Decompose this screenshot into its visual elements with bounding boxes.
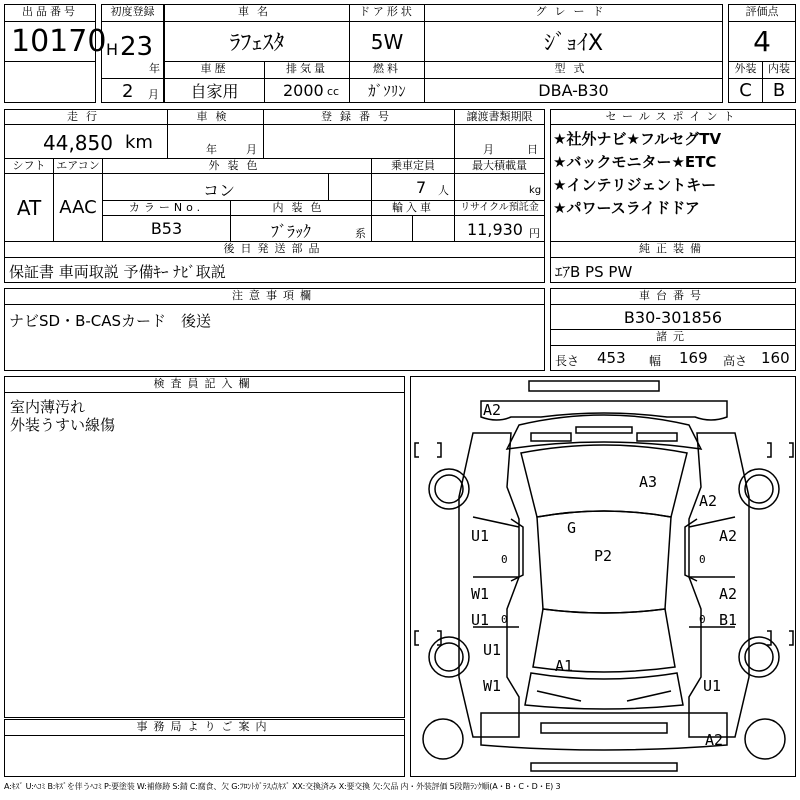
mark-u1-left-1: U1 [471, 527, 490, 545]
inspection-box [167, 124, 264, 159]
score-label: 評価点 [728, 4, 796, 22]
history-value: 自家用 [164, 78, 265, 103]
mark-w1-left-1: W1 [471, 585, 490, 603]
width-label: 幅 [649, 354, 662, 368]
month-unit: 月 [148, 88, 159, 101]
int-color-value: ﾌﾞﾗｯｸ [271, 222, 312, 241]
transfer-day-unit: 日 [527, 143, 538, 156]
color-no-label: カラーNo. [102, 200, 231, 216]
model-value: DBA-B30 [424, 78, 723, 103]
mark-p2: P2 [594, 547, 613, 565]
transfer-box [454, 124, 545, 159]
color-no-value: B53 [102, 215, 231, 242]
ext-color-box [102, 173, 372, 201]
history-label: 車歴 [164, 61, 265, 79]
recycle-unit: 円 [529, 227, 540, 240]
car-diagram [410, 376, 796, 777]
inspector-box [4, 392, 405, 718]
length-label: 長さ [555, 354, 580, 368]
int-grade-value: B [762, 78, 796, 103]
ext-color-divider [328, 173, 329, 201]
office-label: 事務局よりご案内 [4, 719, 405, 736]
import-box [371, 215, 455, 242]
lot-no-value: 10170 [4, 21, 96, 62]
inspector-label: 検査員記入欄 [4, 376, 405, 393]
displacement-unit: cc [327, 85, 340, 98]
mark-a3: A3 [639, 473, 658, 491]
later-parts-label: 後日発送部品 [4, 241, 545, 258]
mileage-box [4, 124, 168, 159]
mark-u1-left-3: U1 [483, 641, 502, 659]
max-load-unit: kg [529, 185, 542, 196]
import-divider [412, 215, 413, 242]
first-reg-month-box [101, 78, 164, 103]
lot-no-label: 出品番号 [4, 4, 96, 22]
notes-label: 注意事項欄 [4, 288, 545, 305]
later-parts-box [4, 257, 545, 283]
height-value: 160 [761, 349, 790, 367]
mark-zero-2: 0 [699, 553, 706, 566]
height-label: 高さ [723, 354, 748, 368]
door-value: 5W [349, 21, 425, 62]
notes-box [4, 304, 545, 371]
width-value: 169 [679, 349, 708, 367]
ac-value: AAC [53, 173, 103, 242]
legend: A:ｷｽﾞ U:ﾍｺﾐ B:ｷｽﾞを伴うﾍｺﾐ P:要塗装 W:補修跡 S:錆 C:腐食、欠 G:ﾌﾛﾝﾄｶﾞﾗｽ点ｷｽﾞ XX:交換済み X:要交換 欠:欠品 内・外装評価 5段階ﾗﾝｸ順(A・B・C・D・E) 3 [4, 782, 561, 791]
chassis-label: 車台番号 [550, 288, 796, 305]
ext-color-label: 外装色 [102, 158, 372, 174]
year-unit: 年 [149, 62, 160, 75]
mileage-unit: km [125, 132, 153, 153]
car-name-value: ﾗﾌｪｽﾀ [164, 21, 350, 62]
mark-zero-3: 0 [501, 613, 508, 626]
car-outline [411, 377, 797, 778]
int-color-unit: 系 [355, 227, 366, 240]
first-reg-year-box [101, 21, 164, 79]
inspection-label: 車検 [167, 109, 264, 125]
fuel-label: 燃料 [349, 61, 425, 79]
recycle-label: リサイクル預託金 [454, 200, 545, 216]
later-parts-text: 保証書 車両取説 予備ｷｰ ﾅﾋﾞ取説 [9, 263, 226, 281]
lot-no-blank [4, 61, 96, 103]
chassis-value: B30-301856 [550, 304, 796, 330]
mileage-value: 44,850 [43, 131, 113, 155]
mark-a2-front: A2 [483, 401, 502, 419]
car-name-label: 車名 [164, 4, 350, 22]
mark-b1-right: B1 [719, 611, 738, 629]
displacement-box [264, 78, 350, 103]
capacity-value: 7 [416, 178, 427, 197]
sales-point-2: ★バックモニター★ETC [553, 153, 717, 171]
mark-u1-left-2: U1 [471, 611, 490, 629]
inspector-line-1: 室内薄汚れ [10, 398, 86, 416]
mark-a2-rear: A2 [705, 731, 724, 749]
ext-color-value: コン [203, 181, 236, 200]
shift-label: シフト [4, 158, 54, 174]
first-reg-label: 初度登録 [101, 4, 164, 22]
ext-grade-value: C [728, 78, 763, 103]
mark-zero-1: 0 [501, 553, 508, 566]
sales-point-1: ★社外ナビ★フルセグTV [553, 130, 722, 148]
capacity-unit: 人 [438, 184, 449, 197]
equipment-box [550, 257, 796, 283]
length-value: 453 [597, 349, 626, 367]
dims-box [550, 345, 796, 371]
mark-a2-right-1: A2 [699, 492, 718, 510]
displacement-label: 排気量 [264, 61, 350, 79]
max-load-box [454, 173, 545, 201]
mark-a1: A1 [555, 657, 574, 675]
sales-point-3: ★インテリジェントキー [553, 176, 717, 194]
equipment-text: ｴｱB PS PW [555, 263, 633, 281]
sales-points-label: セールスポイント [550, 109, 796, 125]
mark-w1-left-2: W1 [483, 677, 502, 695]
score-value: 4 [728, 21, 796, 62]
grade-value: ｼﾞｮｲX [424, 21, 723, 62]
mark-a2-right-3: A2 [719, 585, 738, 603]
import-label: 輸入車 [371, 200, 455, 216]
mark-u1-right: U1 [703, 677, 722, 695]
model-label: 型式 [424, 61, 723, 79]
reg-no-label: 登録番号 [263, 109, 455, 125]
reg-month: 2 [122, 81, 134, 102]
mark-zero-4: 0 [699, 613, 706, 626]
era: H [106, 40, 119, 59]
door-label: ドア形状 [349, 4, 425, 22]
transfer-month-unit: 月 [483, 143, 494, 156]
int-color-label: 内装色 [230, 200, 372, 216]
fuel-value: ｶﾞｿﾘﾝ [349, 78, 425, 103]
equipment-label: 純正装備 [550, 241, 796, 258]
insp-month-unit: 月 [246, 143, 257, 156]
grade-label: グレード [424, 4, 723, 22]
reg-year: 23 [120, 32, 154, 62]
max-load-label: 最大積載量 [454, 158, 545, 174]
reg-no-box [263, 124, 455, 159]
mark-a2-right-2: A2 [719, 527, 738, 545]
insp-year-unit: 年 [206, 143, 217, 156]
mileage-label: 走行 [4, 109, 168, 125]
ac-label: エアコン [53, 158, 103, 174]
int-grade-label: 内装 [762, 61, 796, 79]
ext-grade-label: 外装 [728, 61, 763, 79]
mark-g: G [567, 519, 577, 537]
recycle-value: 11,930 [467, 220, 523, 239]
notes-text: ナビSD・B-CASカード 後送 [9, 312, 212, 330]
inspector-line-2: 外装うすい線傷 [10, 416, 116, 434]
displacement-value: 2000 [283, 81, 324, 100]
sales-points-box [550, 124, 796, 242]
sales-point-4: ★パワースライドドア [553, 199, 700, 217]
transfer-label: 譲渡書類期限 [454, 109, 545, 125]
int-color-box [230, 215, 372, 242]
recycle-box [454, 215, 545, 242]
capacity-box [371, 173, 455, 201]
office-box [4, 735, 405, 777]
shift-value: AT [4, 173, 54, 242]
dims-label: 諸元 [550, 329, 796, 346]
capacity-label: 乗車定員 [371, 158, 455, 174]
